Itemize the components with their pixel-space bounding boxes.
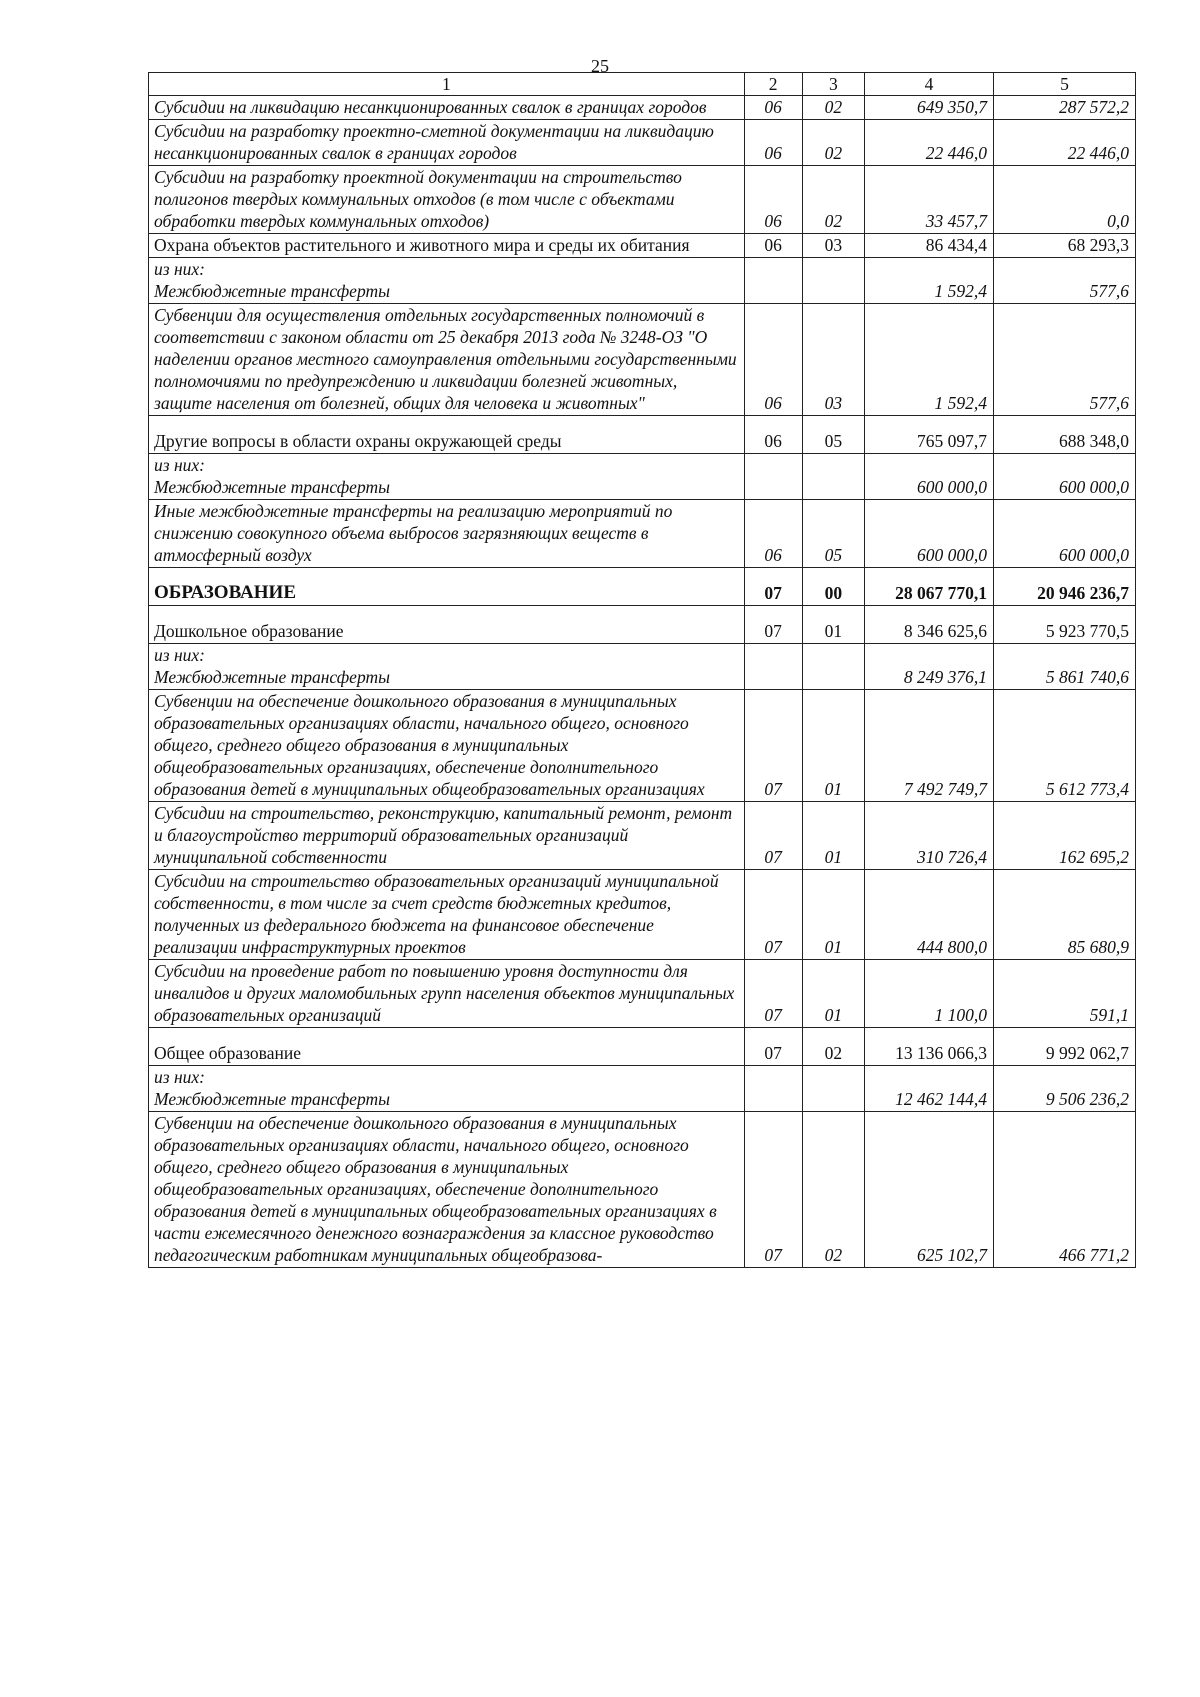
- row-name: Иные межбюджетные трансферты на реализацию мероприятий по снижению совокупного объема выбросов загрязняющих веществ в атмосферный воздух: [149, 500, 745, 568]
- amount-plan: 1 100,0: [865, 960, 994, 1028]
- row-name: [149, 644, 745, 690]
- amount-plan: 12 462 144,4: [865, 1066, 994, 1112]
- section-code: [744, 454, 802, 500]
- amount-actual: 5 923 770,5: [994, 606, 1136, 644]
- table-row: [149, 258, 1136, 304]
- amount-actual: 9 506 236,2: [994, 1066, 1136, 1112]
- subsection-code: 05: [802, 500, 864, 568]
- row-name: [149, 1066, 745, 1112]
- section-name: ОБРАЗОВАНИЕ: [149, 568, 745, 606]
- table-row: [149, 454, 1136, 500]
- section-code: 06: [744, 304, 802, 416]
- section-code: 07: [744, 870, 802, 960]
- row-name: Субсидии на строительство образовательных организаций муниципальной собственности, в том числе за счет средств бюджетных кредитов, полученных из федерального бюджета на финансовое обеспечение реализации инфраструктурных проектов: [149, 870, 745, 960]
- section-code: 07: [744, 1028, 802, 1066]
- row-name: Охрана объектов растительного и животного мира и среды их обитания: [149, 234, 745, 258]
- amount-actual: 466 771,2: [994, 1112, 1136, 1268]
- section-code: 07: [744, 960, 802, 1028]
- amount-plan: 8 249 376,1: [865, 644, 994, 690]
- amount-actual: 577,6: [994, 304, 1136, 416]
- page-number: 25: [591, 56, 609, 76]
- row-name: Дошкольное образование: [149, 606, 745, 644]
- column-number-row: [149, 73, 1136, 96]
- section-code: 07: [744, 802, 802, 870]
- subsection-code: [802, 454, 864, 500]
- amount-plan: 600 000,0: [865, 500, 994, 568]
- subsection-code: 03: [802, 234, 864, 258]
- row-name-text: Межбюджетные трансферты: [154, 477, 390, 497]
- subsection-code: 02: [802, 120, 864, 166]
- column-header: 4: [865, 73, 994, 96]
- subsection-code: 01: [802, 870, 864, 960]
- row-name: Другие вопросы в области охраны окружающей среды: [149, 416, 745, 454]
- row-name: Субсидии на разработку проектно-сметной документации на ликвидацию несанкционированных свалок в границах городов: [149, 120, 745, 166]
- row-name: Субсидии на строительство, реконструкцию, капитальный ремонт, ремонт и благоустройство территорий образовательных организаций муниципальной собственности: [149, 802, 745, 870]
- amount-plan: 649 350,7: [865, 96, 994, 120]
- row-name-text: Межбюджетные трансферты: [154, 667, 390, 687]
- table-row: [149, 120, 1136, 166]
- subsection-code: 00: [802, 568, 864, 606]
- amount-plan: 625 102,7: [865, 1112, 994, 1268]
- table-row: [149, 606, 1136, 644]
- section-code: [744, 258, 802, 304]
- of-which-label: из них:: [154, 455, 205, 475]
- amount-actual: 22 446,0: [994, 120, 1136, 166]
- amount-actual: 577,6: [994, 258, 1136, 304]
- amount-actual: 591,1: [994, 960, 1136, 1028]
- row-name-text: Межбюджетные трансферты: [154, 281, 390, 301]
- amount-actual: 162 695,2: [994, 802, 1136, 870]
- amount-plan: 22 446,0: [865, 120, 994, 166]
- amount-actual: 9 992 062,7: [994, 1028, 1136, 1066]
- amount-plan: 1 592,4: [865, 304, 994, 416]
- section-code: 06: [744, 96, 802, 120]
- table-row: [149, 304, 1136, 416]
- amount-actual: 0,0: [994, 166, 1136, 234]
- section-code: 06: [744, 120, 802, 166]
- table-row: [149, 1028, 1136, 1066]
- amount-plan: 765 097,7: [865, 416, 994, 454]
- amount-plan: 86 434,4: [865, 234, 994, 258]
- row-name: [149, 454, 745, 500]
- row-name: [149, 258, 745, 304]
- section-code: 06: [744, 166, 802, 234]
- row-name: Общее образование: [149, 1028, 745, 1066]
- subsection-code: 03: [802, 304, 864, 416]
- amount-plan: 33 457,7: [865, 166, 994, 234]
- row-name: Субсидии на разработку проектной документации на строительство полигонов твердых коммунальных отходов (в том числе с объектами обработки твердых коммунальных отходов): [149, 166, 745, 234]
- amount-plan: 310 726,4: [865, 802, 994, 870]
- subsection-code: 02: [802, 1028, 864, 1066]
- section-code: 07: [744, 606, 802, 644]
- table-row: [149, 500, 1136, 568]
- row-name: Субсидии на проведение работ по повышению уровня доступности для инвалидов и других маломобильных групп населения объектов муниципальных образовательных организаций: [149, 960, 745, 1028]
- table-row: [149, 1066, 1136, 1112]
- amount-plan: 444 800,0: [865, 870, 994, 960]
- amount-actual: 68 293,3: [994, 234, 1136, 258]
- table-row: [149, 802, 1136, 870]
- subsection-code: 02: [802, 166, 864, 234]
- row-name-text: Межбюджетные трансферты: [154, 1089, 390, 1109]
- section-code: [744, 1066, 802, 1112]
- column-header: 2: [744, 73, 802, 96]
- amount-plan: 13 136 066,3: [865, 1028, 994, 1066]
- section-code: 07: [744, 568, 802, 606]
- table-row: [149, 690, 1136, 802]
- of-which-label: из них:: [154, 645, 205, 665]
- section-code: 07: [744, 1112, 802, 1268]
- subsection-code: 02: [802, 1112, 864, 1268]
- section-code: [744, 644, 802, 690]
- amount-actual: 85 680,9: [994, 870, 1136, 960]
- table-row: [149, 870, 1136, 960]
- amount-actual: 20 946 236,7: [994, 568, 1136, 606]
- column-header: 5: [994, 73, 1136, 96]
- table-row: [149, 234, 1136, 258]
- amount-plan: 1 592,4: [865, 258, 994, 304]
- amount-actual: 5 861 740,6: [994, 644, 1136, 690]
- amount-plan: 600 000,0: [865, 454, 994, 500]
- table-row: [149, 96, 1136, 120]
- of-which-label: из них:: [154, 1067, 205, 1087]
- amount-actual: 5 612 773,4: [994, 690, 1136, 802]
- subsection-code: [802, 258, 864, 304]
- of-which-label: из них:: [154, 259, 205, 279]
- section-code: 06: [744, 416, 802, 454]
- amount-actual: 287 572,2: [994, 96, 1136, 120]
- subsection-code: 02: [802, 96, 864, 120]
- amount-actual: 600 000,0: [994, 454, 1136, 500]
- table-row: [149, 1112, 1136, 1268]
- subsection-code: 05: [802, 416, 864, 454]
- section-code: 07: [744, 690, 802, 802]
- row-name: Субвенции для осуществления отдельных государственных полномочий в соответствии с законом области от 25 декабря 2013 года № 3248-ОЗ "О наделении органов местного самоуправления отдельными государственными полномочиями по предупреждению и ликвидации болезней животных, защите населения от болезней, общих для человека и животных": [149, 304, 745, 416]
- section-row: [149, 568, 1136, 606]
- column-header: 1: [149, 73, 745, 96]
- subsection-code: [802, 1066, 864, 1112]
- section-code: 06: [744, 234, 802, 258]
- subsection-code: [802, 644, 864, 690]
- table-row: [149, 416, 1136, 454]
- amount-plan: 8 346 625,6: [865, 606, 994, 644]
- column-header: 3: [802, 73, 864, 96]
- row-name: Субвенции на обеспечение дошкольного образования в муниципальных образовательных организациях области, начального общего, основного общего, среднего общего образования в муниципальных общеобразовательных организациях, обеспечение дополнительного образования детей в муниципальных общеобразовательных организациях: [149, 690, 745, 802]
- amount-actual: 600 000,0: [994, 500, 1136, 568]
- amount-plan: 28 067 770,1: [865, 568, 994, 606]
- subsection-code: 01: [802, 606, 864, 644]
- table-row: [149, 644, 1136, 690]
- row-name: Субвенции на обеспечение дошкольного образования в муниципальных образовательных организациях области, начального общего, основного общего, среднего общего образования в муниципальных общеобразовательных организациях, обеспечение дополнительного образования детей в муниципальных общеобразовательных организациях в части ежемесячного денежного вознаграждения за классное руководство педагогическим работникам муниципальных общеобразова-: [149, 1112, 745, 1268]
- budget-table: [148, 72, 1136, 1268]
- section-code: 06: [744, 500, 802, 568]
- subsection-code: 01: [802, 802, 864, 870]
- subsection-code: 01: [802, 960, 864, 1028]
- row-name: Субсидии на ликвидацию несанкционированных свалок в границах городов: [149, 96, 745, 120]
- table-row: [149, 960, 1136, 1028]
- amount-plan: 7 492 749,7: [865, 690, 994, 802]
- subsection-code: 01: [802, 690, 864, 802]
- table-row: [149, 166, 1136, 234]
- amount-actual: 688 348,0: [994, 416, 1136, 454]
